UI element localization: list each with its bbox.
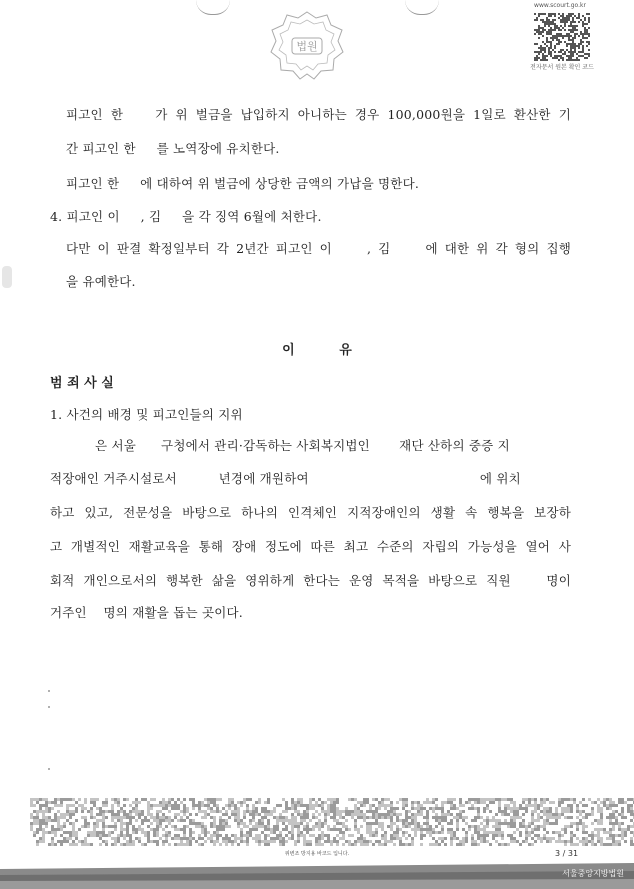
body-line-6: 을 유예한다.	[66, 274, 136, 289]
header-arc-left	[196, 0, 230, 15]
seal-text: 법원	[296, 40, 318, 53]
body-line-4: 4. 피고인 이 , 김 을 각 징역 6월에 처한다.	[50, 209, 322, 224]
qr-caption: 전자문서 원본 확인 코드	[530, 64, 594, 71]
paragraph-line-1: 은 서울 구청에서 관리·감독하는 사회복지법인 재단 산하의 중증 지	[95, 438, 510, 453]
scan-speck	[48, 768, 50, 770]
body-line-1: 피고인 한 가 위 벌금을 납입하지 아니하는 경우 100,000원을 1일로 환산한 기	[66, 107, 571, 122]
paragraph-line-4: 고 개별적인 재활교육을 통해 장애 정도에 따른 최고 수준의 자립의 가능성을 열어 사	[50, 539, 571, 554]
site-url: www.scourt.go.kr	[534, 2, 586, 9]
section-title: 범 죄 사 실	[50, 376, 114, 391]
court-name: 서울중앙지방법원	[562, 869, 624, 878]
scan-speck	[48, 706, 50, 708]
court-seal-icon	[268, 10, 346, 80]
paragraph-line-2: 적장애인 거주시설로서 년경에 개원하여 에 위치	[50, 471, 521, 486]
body-line-3: 피고인 한 에 대하여 위 벌금에 상당한 금액의 가납을 명한다.	[66, 176, 420, 191]
body-line-2: 간 피고인 한 를 노역장에 유치한다.	[66, 141, 280, 156]
barcode-notice: 위변조 방지용 바코드 입니다.	[284, 851, 350, 857]
footer-band	[0, 861, 634, 889]
paragraph-line-3: 하고 있고, 전문성을 바탕으로 하나의 인격체인 지적장애인의 생활 속 행복을 보장하	[50, 505, 571, 520]
paragraph-line-6: 거주인 명의 재활을 돕는 곳이다.	[50, 605, 243, 620]
subsection-title: 1. 사건의 배경 및 피고인들의 지위	[50, 407, 243, 422]
paragraph-line-5: 회적 개인으로서의 행복한 삶을 영위하게 한다는 운영 목적을 바탕으로 직원 명이	[50, 573, 571, 588]
verification-code-icon	[534, 13, 590, 61]
scan-speck	[48, 690, 50, 692]
header-arc-right	[405, 0, 439, 15]
body-line-5: 다만 이 판결 확정일부터 각 2년간 피고인 이 , 김 에 대한 위 각 형의 집행	[66, 241, 571, 256]
anti-forgery-barcode	[30, 798, 634, 858]
scan-smudge	[2, 266, 12, 288]
page-number: 3 / 31	[555, 849, 579, 858]
reason-title: 이 유	[282, 343, 352, 358]
